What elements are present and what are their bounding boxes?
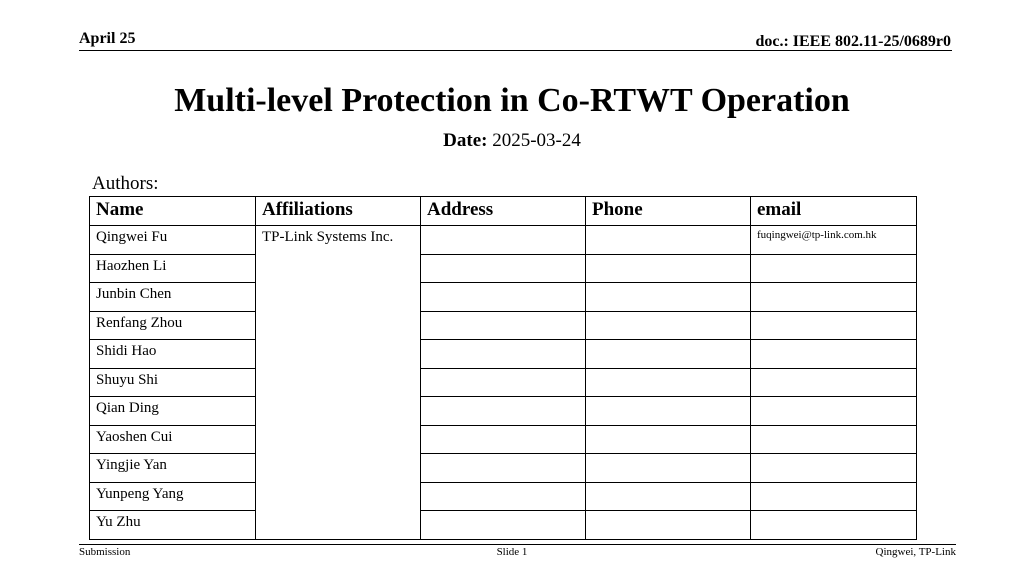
- address-cell: [421, 397, 586, 426]
- phone-cell: [586, 254, 751, 283]
- date-value: 2025-03-24: [492, 130, 581, 151]
- table-row: [90, 425, 917, 454]
- phone-cell: [586, 311, 751, 340]
- email-cell: [751, 454, 917, 483]
- footer-author: Qingwei, TP-Link: [875, 546, 956, 558]
- header-phone: Phone: [586, 197, 751, 226]
- table-row: [90, 454, 917, 483]
- address-cell: [421, 340, 586, 369]
- authors-label: Authors:: [92, 173, 159, 194]
- phone-cell: [586, 511, 751, 540]
- header-divider: [79, 50, 952, 51]
- table-row: [90, 482, 917, 511]
- address-cell: [421, 511, 586, 540]
- table-row: [90, 340, 917, 369]
- phone-cell: [586, 425, 751, 454]
- email-cell: [751, 425, 917, 454]
- header-doc-id: doc.: IEEE 802.11-25/0689r0: [755, 33, 951, 50]
- phone-cell: [586, 482, 751, 511]
- phone-cell: [586, 454, 751, 483]
- author-name-cell: Junbin Chen: [90, 283, 256, 312]
- address-cell: [421, 368, 586, 397]
- table-row: [90, 511, 917, 540]
- address-cell: [421, 254, 586, 283]
- header-address: Address: [421, 197, 586, 226]
- date-line: [0, 130, 1024, 152]
- author-name-cell: Yaoshen Cui: [90, 425, 256, 454]
- phone-cell: [586, 340, 751, 369]
- phone-cell: [586, 368, 751, 397]
- address-cell: [421, 425, 586, 454]
- phone-cell: [586, 283, 751, 312]
- email-cell: [751, 482, 917, 511]
- address-cell: [421, 283, 586, 312]
- table-row: [90, 397, 917, 426]
- footer-divider: [79, 544, 956, 545]
- author-name-cell: Yingjie Yan: [90, 454, 256, 483]
- email-cell: [751, 311, 917, 340]
- address-cell: [421, 482, 586, 511]
- slide-title: Multi-level Protection in Co-RTWT Operation: [174, 82, 850, 119]
- phone-cell: [586, 226, 751, 255]
- email-cell: [751, 283, 917, 312]
- header-date: April 25: [79, 30, 136, 47]
- table-row: [90, 311, 917, 340]
- date-label: Date:: [443, 130, 488, 151]
- footer-slide-number: Slide 1: [496, 546, 528, 558]
- author-name-cell: Yunpeng Yang: [90, 482, 256, 511]
- table-row: [90, 368, 917, 397]
- author-name-cell: Shuyu Shi: [90, 368, 256, 397]
- header-email: email: [751, 197, 917, 226]
- email-cell: [751, 511, 917, 540]
- header-affiliations: Affiliations: [256, 197, 421, 226]
- author-name-cell: Yu Zhu: [90, 511, 256, 540]
- affiliation-cell: TP-Link Systems Inc.: [256, 226, 421, 540]
- table-row: [90, 283, 917, 312]
- address-cell: [421, 311, 586, 340]
- footer-submission: Submission: [79, 546, 131, 558]
- address-cell: [421, 226, 586, 255]
- address-cell: [421, 454, 586, 483]
- author-name-cell: Renfang Zhou: [90, 311, 256, 340]
- email-cell: fuqingwei@tp-link.com.hk: [751, 226, 917, 255]
- table-row: [90, 226, 917, 255]
- email-cell: [751, 368, 917, 397]
- table-row: [90, 254, 917, 283]
- author-name-cell: Qingwei Fu: [90, 226, 256, 255]
- email-cell: [751, 397, 917, 426]
- table-header-row: [90, 197, 917, 226]
- author-name-cell: Qian Ding: [90, 397, 256, 426]
- authors-table-body: [90, 226, 917, 540]
- author-name-cell: Haozhen Li: [90, 254, 256, 283]
- phone-cell: [586, 397, 751, 426]
- email-cell: [751, 340, 917, 369]
- header-name: Name: [90, 197, 256, 226]
- author-name-cell: Shidi Hao: [90, 340, 256, 369]
- authors-table: [89, 196, 917, 540]
- email-cell: [751, 254, 917, 283]
